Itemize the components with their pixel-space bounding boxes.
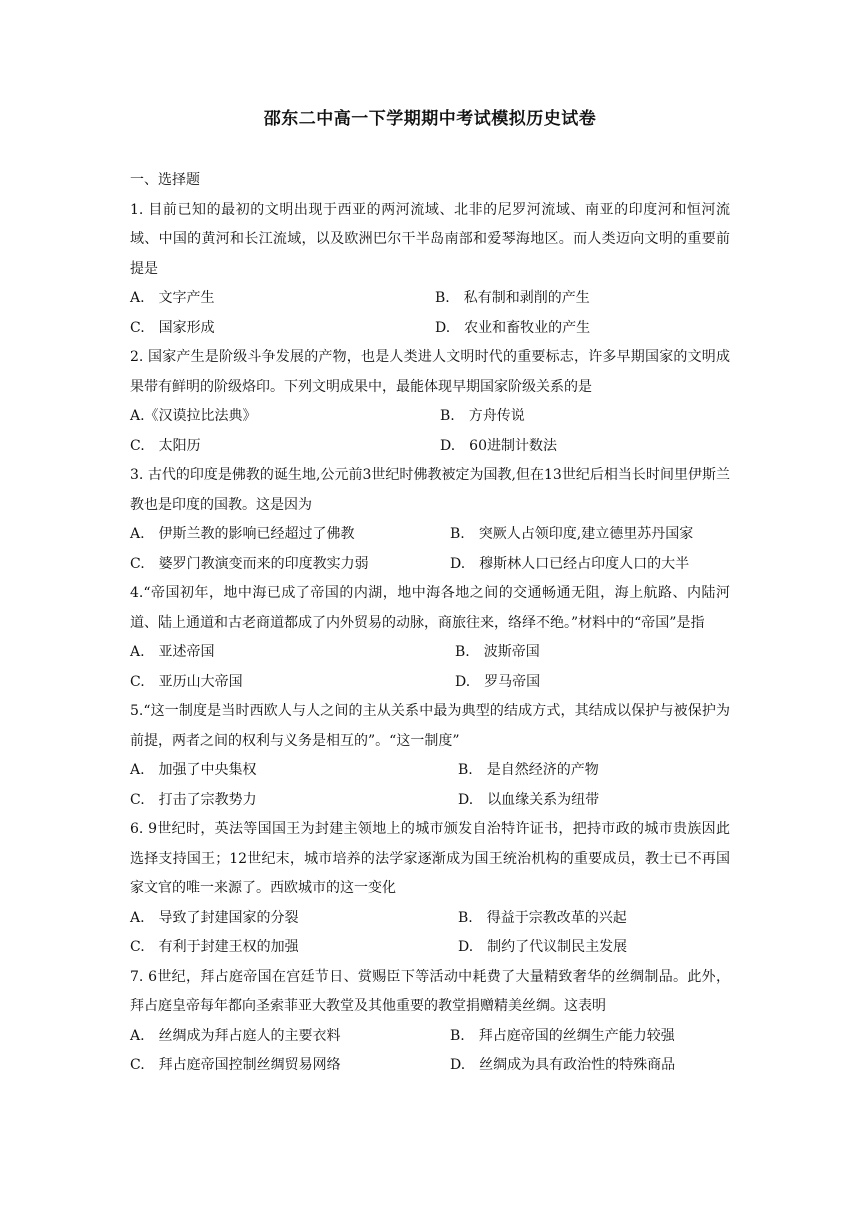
option-d: D. 以血缘关系为纽带 (458, 791, 600, 808)
option-a: A. 丝绸成为拜占庭人的主要衣料 (130, 1027, 341, 1044)
question-stem: 1. 目前已知的最初的文明出现于西亚的两河流域、北非的尼罗河流域、南亚的印度河和恒河流域、中国的黄河和长江流域，以及欧洲巴尔干半岛南部和爱琴海地区。而人类迈向文明的重要前提是 (130, 201, 730, 277)
question-3 (130, 461, 730, 579)
option-row (130, 432, 730, 462)
option-d: D. 农业和畜牧业的产生 (435, 319, 591, 336)
question-stem: 4.“帝国初年，地中海已成了帝国的内湖，地中海各地之间的交通畅通无阻，海上航路、内陆河道、陆上通道和古老商道都成了内外贸易的动脉，商旅往来，络绎不绝。”材料中的“帝国”是指 (130, 585, 730, 631)
exam-content (130, 166, 730, 1081)
option-d: D. 60进制计数法 (440, 437, 557, 454)
question-2 (130, 343, 730, 461)
option-row (130, 550, 730, 580)
option-b: B. 波斯帝国 (455, 644, 540, 660)
option-d: D. 丝绸成为具有政治性的特殊商品 (450, 1057, 676, 1073)
option-row (130, 314, 730, 344)
question-stem: 2. 国家产生是阶级斗争发展的产物，也是人类进人文明时代的重要标志，许多早期国家的文明成果带有鲜明的阶级烙印。下列文明成果中，最能体现早期国家阶级关系的是 (130, 349, 730, 395)
option-a: A. 导致了封建国家的分裂 (130, 909, 299, 926)
option-row (130, 638, 730, 668)
option-b: B. 方舟传说 (440, 408, 525, 424)
option-b: B. 突厥人占领印度,建立德里苏丹国家 (450, 526, 694, 542)
question-6 (130, 815, 730, 963)
option-row (130, 933, 730, 963)
option-a: A. 文字产生 (130, 290, 215, 306)
exam-title: 邵东二中高一下学期期中考试模拟历史试卷 (263, 109, 597, 129)
question-1 (130, 196, 730, 344)
option-a: A. 加强了中央集权 (130, 762, 257, 778)
option-row (130, 756, 730, 786)
option-row (130, 402, 730, 432)
section-title: 一、选择题 (130, 172, 200, 188)
option-row (130, 786, 730, 816)
question-stem: 6. 9世纪时，英法等国国王为封建主领地上的城市颁发自治特许证书，把持市政的城市贵族因此选择支持国王；12世纪末，城市培养的法学家逐渐成为国王统治机构的重要成员，教士已不再国家文官的唯一来源了。西欧城市的这一变化 (130, 821, 730, 896)
question-7 (130, 963, 730, 1081)
option-c: C. 国家形成 (130, 319, 215, 336)
question-stem: 7. 6世纪，拜占庭帝国在宫廷节日、赏赐臣下等活动中耗费了大量精致奢华的丝绸制品。此外，拜占庭皇帝每年都向圣索菲亚大教堂及其他重要的教堂捐赠精美丝绸。这表明 (130, 968, 730, 1014)
question-stem: 3. 古代的印度是佛教的诞生地,公元前3世纪时佛教被定为国教,但在13世纪后相当长时间里伊斯兰教也是印度的国教。这是因为 (130, 467, 730, 513)
option-c: C. 婆罗门教演变而来的印度教实力弱 (130, 555, 369, 572)
option-row (130, 668, 730, 698)
option-c: C. 打击了宗教势力 (130, 791, 257, 808)
option-d: D. 制约了代议制民主发展 (458, 939, 628, 955)
option-row (130, 1051, 730, 1081)
option-b: B. 得益于宗教改革的兴起 (458, 909, 627, 926)
option-b: B. 拜占庭帝国的丝绸生产能力较强 (450, 1027, 675, 1044)
option-a: A.《汉谟拉比法典》 (130, 408, 257, 424)
option-b: B. 是自然经济的产物 (458, 762, 599, 778)
question-stem: 5.“这一制度是当时西欧人与人之间的主从关系中最为典型的结成方式，其结成以保护与被保护为前提，两者之间的权利与义务是相互的”。“这一制度” (130, 703, 730, 749)
option-a: A. 伊斯兰教的影响已经超过了佛教 (130, 526, 355, 542)
option-row (130, 904, 730, 934)
option-d: D. 穆斯林人口已经占印度人口的大半 (450, 555, 690, 572)
option-d: D. 罗马帝国 (455, 673, 541, 690)
option-row (130, 1022, 730, 1052)
question-4 (130, 579, 730, 697)
option-row (130, 284, 730, 314)
option-c: C. 太阳历 (130, 437, 201, 454)
option-a: A. 亚述帝国 (130, 644, 215, 660)
question-5 (130, 697, 730, 815)
option-b: B. 私有制和剥削的产生 (435, 290, 590, 306)
option-c: C. 拜占庭帝国控制丝绸贸易网络 (130, 1057, 341, 1073)
option-c: C. 亚历山大帝国 (130, 673, 243, 690)
option-c: C. 有利于封建王权的加强 (130, 939, 299, 955)
option-row (130, 520, 730, 550)
